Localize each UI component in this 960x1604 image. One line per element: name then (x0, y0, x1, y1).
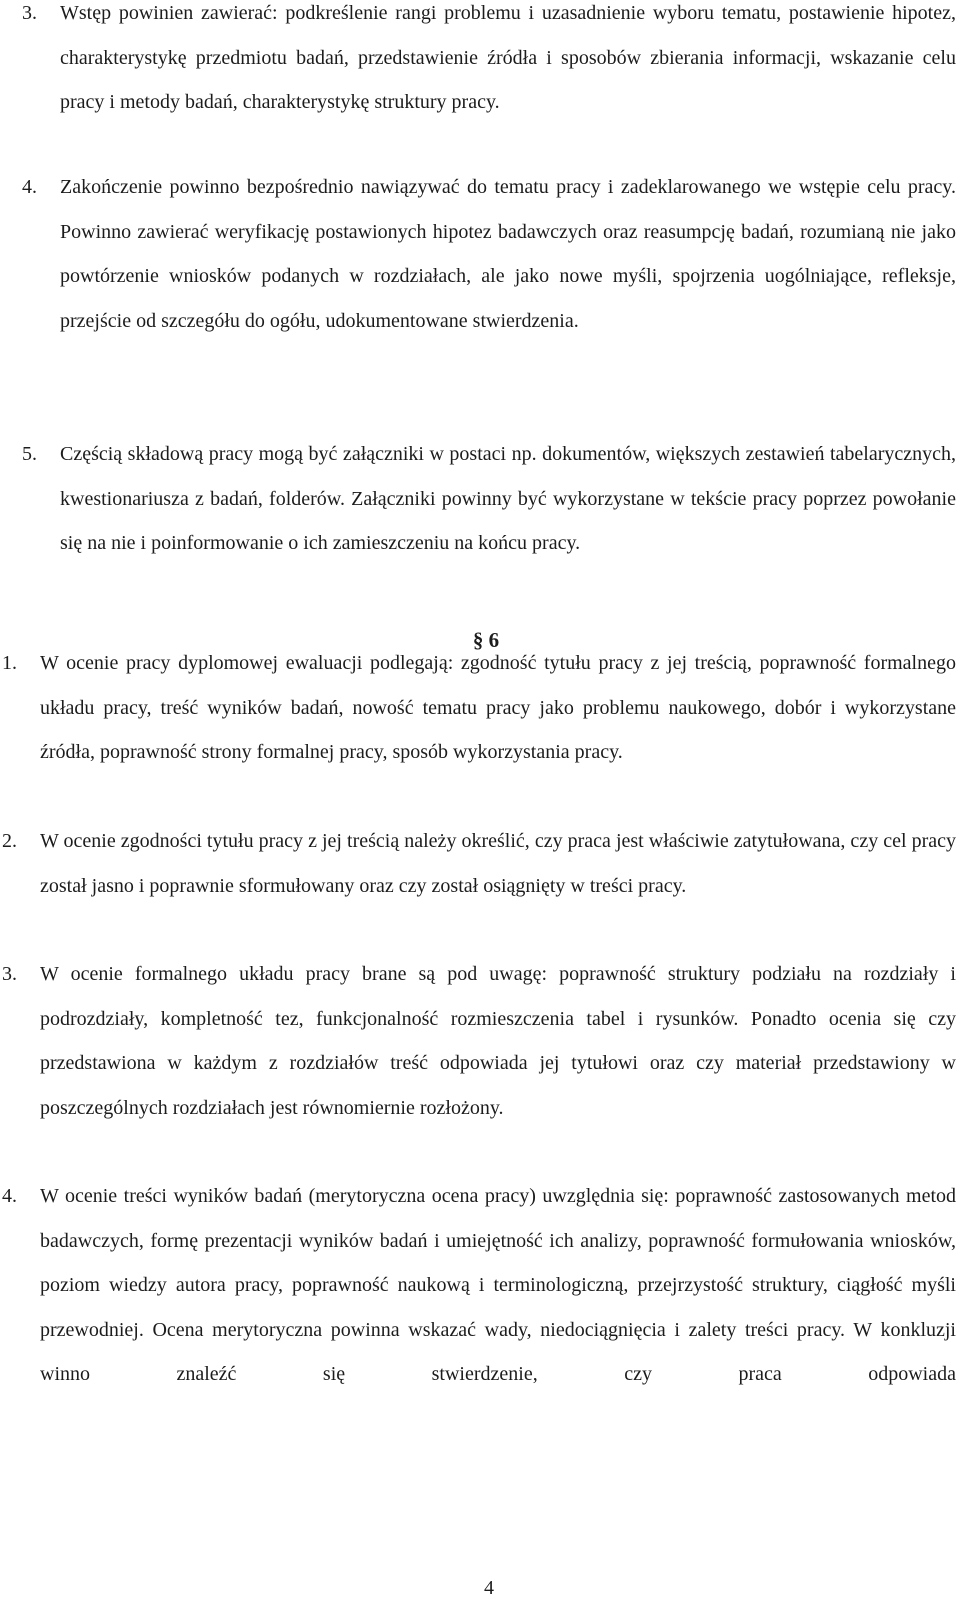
list-item-attachments (22, 432, 956, 566)
page-number: 4 (484, 1577, 494, 1599)
list-item-number: 5. (22, 443, 37, 465)
list-item-text: W ocenie formalnego układu pracy brane są pod uwagę: poprawność struktury podziału na rozdziały i podrozdziały, kompletność tez, funkcjonalność rozmieszczenia tabel i rysunków. Ponadto ocenia się czy przedstawiona w każdym z rozdziałów treść odpowiada jej tytułowi oraz czy materiał przedstawiony w poszczególnych rozdziałach jest równomiernie rozłożony. (40, 963, 956, 1119)
list-item-formal-layout (2, 952, 956, 1130)
section-heading: § 6 (472, 628, 500, 652)
list-item-content-evaluation (2, 1174, 956, 1397)
list-item-evaluation (2, 641, 956, 775)
list-item-text: Częścią składową pracy mogą być załączniki w postaci np. dokumentów, większych zestawień tabelarycznych, kwestionariusza z badań, folderów. Załączniki powinny być wykorzystane w tekście pracy poprzez powołanie się na nie i poinformowanie o ich zamieszczeniu na końcu pracy. (60, 443, 956, 555)
list-item-title-conformity (2, 819, 956, 908)
list-item-text: W ocenie pracy dyplomowej ewaluacji podlegają: zgodność tytułu pracy z jej treścią, poprawność formalnego układu pracy, treść wyników badań, nowość tematu pracy jako problemu naukowego, dobór i wykorzystane źródła, poprawność strony formalnej pracy, sposób wykorzystania pracy. (40, 652, 956, 764)
list-item-number: 1. (2, 652, 17, 674)
list-item-number: 4. (2, 1185, 17, 1207)
list-item-conclusion (22, 165, 956, 343)
list-item-text: W ocenie zgodności tytułu pracy z jej treścią należy określić, czy praca jest właściwie zatytułowana, czy cel pracy został jasno i poprawnie sformułowany oraz czy został osiągnięty w treści pracy. (40, 830, 956, 897)
list-item-number: 4. (22, 176, 37, 198)
list-item-text: Zakończenie powinno bezpośrednio nawiązywać do tematu pracy i zadeklarowanego we wstępie celu pracy. Powinno zawierać weryfikację postawionych hipotez badawczych oraz reasumpcję badań, rozumianą nie jako powtórzenie wniosków podanych w rozdziałach, ale jako nowe myśli, spojrzenia uogólniające, refleksje, przejście od szczegółu do ogółu, udokumentowane stwierdzenia. (60, 176, 956, 332)
list-item-number: 2. (2, 830, 17, 852)
list-item-number: 3. (2, 963, 17, 985)
list-item-text: Wstęp powinien zawierać: podkreślenie rangi problemu i uzasadnienie wyboru tematu, postawienie hipotez, charakterystykę przedmiotu badań, przedstawienie źródła i sposobów zbierania informacji, wskazanie celu pracy i metody badań, charakterystykę struktury pracy. (60, 2, 956, 114)
list-item-intro (22, 0, 956, 125)
list-item-number: 3. (22, 2, 37, 24)
list-item-text: W ocenie treści wyników badań (merytoryczna ocena pracy) uwzględnia się: poprawność zastosowanych metod badawczych, formę prezentacji wyników badań i umiejętność ich analizy, poprawność formułowania wniosków, poziom wiedzy autora pracy, poprawność naukową i terminologiczną, przejrzystość struktury, ciągłość myśli przewodniej. Ocena merytoryczna powinna wskazać wady, niedociągnięcia i zalety treści pracy. W konkluzji winno znaleźć się stwierdzenie, czy praca odpowiada (40, 1185, 956, 1386)
